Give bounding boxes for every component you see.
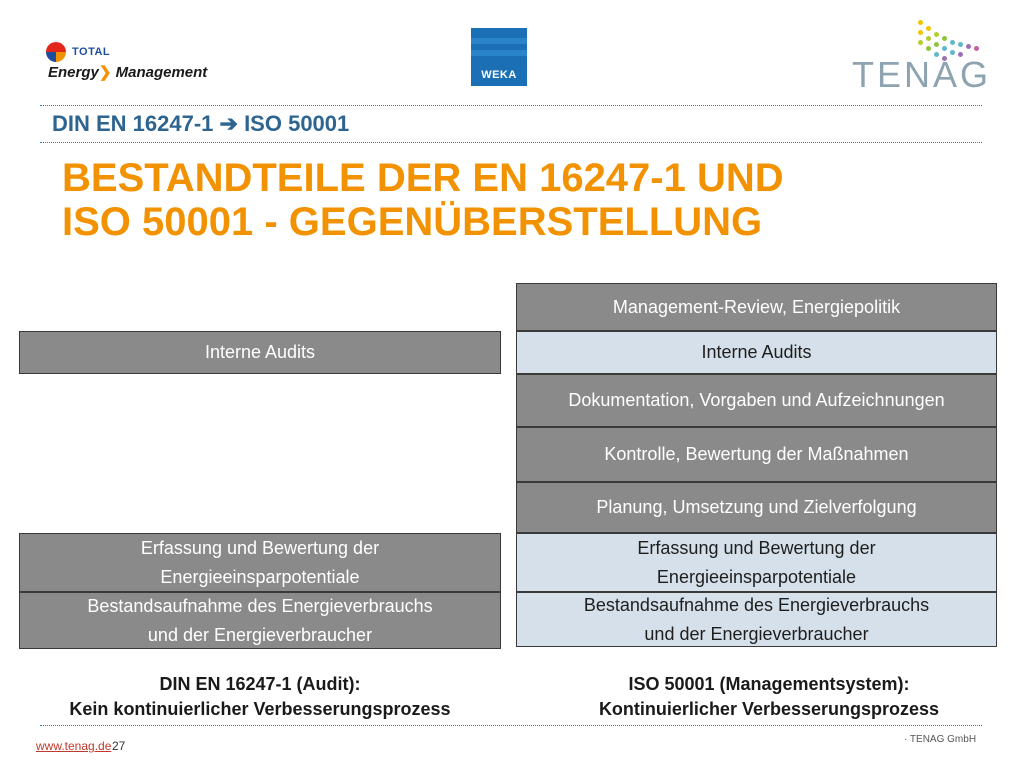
- total-energy-management-logo: [44, 40, 244, 86]
- right-box-management-review: [516, 283, 997, 331]
- left-erfassung-line1: Erfassung und Bewertung der: [140, 537, 380, 558]
- left-erfassung-line2: Energieeinsparpotentiale: [160, 566, 360, 587]
- right-caption-line1: ISO 50001 (Managementsystem):: [628, 674, 910, 694]
- footer-website-link[interactable]: www.tenag.de: [36, 739, 112, 753]
- total-logo-sub-a: Energy: [48, 64, 99, 81]
- right-box-interne-audits: [516, 331, 997, 374]
- left-box-erfassung: [19, 533, 501, 592]
- right-bestand-line1: Bestandsaufnahme des Energieverbrauchs: [583, 594, 930, 615]
- right-box-dokumentation: [516, 374, 997, 427]
- total-logo-icon: [46, 42, 66, 62]
- left-bestand-line2: und der Energieverbraucher: [147, 624, 373, 645]
- right-planung-label: Planung, Umsetzung und Zielverfolgung: [596, 497, 917, 517]
- left-bestand-line1: Bestandsaufnahme des Energieverbrauchs: [87, 595, 433, 616]
- right-interne-audits-label: Interne Audits: [701, 342, 812, 362]
- right-caption-line2: Kontinuierlicher Verbesserungsprozess: [598, 699, 940, 719]
- slide-title: [62, 156, 784, 244]
- page-number: 27: [112, 739, 126, 753]
- right-box-erfassung: [516, 533, 997, 592]
- footer-divider: [40, 725, 982, 726]
- right-dokumentation-label: Dokumentation, Vorgaben und Aufzeichnungen: [568, 390, 945, 410]
- right-kontrolle-label: Kontrolle, Bewertung der Maßnahmen: [604, 444, 909, 464]
- top-divider: [40, 105, 982, 106]
- left-box-interne-audits: [19, 331, 501, 374]
- right-erfassung-line1: Erfassung und Bewertung der: [637, 537, 876, 558]
- total-logo-brand: TOTAL: [72, 46, 111, 58]
- footer-company: · TENAG GmbH: [904, 734, 977, 745]
- right-caption: [516, 672, 1022, 722]
- right-erfassung-line2: Energieeinsparpotentiale: [656, 566, 857, 587]
- total-logo-subtitle: [48, 63, 207, 81]
- right-bestand-line2: und der Energieverbraucher: [644, 623, 869, 644]
- right-box-planung: [516, 482, 997, 533]
- left-caption-line1: DIN EN 16247-1 (Audit):: [159, 674, 361, 694]
- weka-logo-text: WEKA: [481, 69, 517, 81]
- slide-subtitle: DIN EN 16247-1 ➔ ISO 50001: [52, 111, 350, 136]
- right-box-kontrolle: [516, 427, 997, 482]
- left-interne-audits-label: Interne Audits: [204, 342, 316, 362]
- left-caption: [19, 672, 501, 722]
- tenag-logo: [846, 16, 992, 95]
- subtitle-divider: [40, 142, 982, 143]
- right-box-bestandsaufnahme: [516, 592, 997, 647]
- total-logo-sub-b: Management: [115, 64, 208, 81]
- slide-title-line2: ISO 50001 - GEGENÜBERSTELLUNG: [62, 200, 763, 244]
- chevron-right-icon: ❯: [98, 64, 112, 81]
- slide-title-line1: BESTANDTEILE DER EN 16247-1 UND: [62, 156, 784, 200]
- tenag-logo-text: TENAG: [852, 54, 992, 95]
- left-box-bestandsaufnahme: [19, 592, 501, 649]
- left-caption-line2: Kein kontinuierlicher Verbesserungsprozess: [69, 699, 451, 719]
- weka-logo: [471, 28, 527, 86]
- right-management-review-label: Management-Review, Energiepolitik: [612, 296, 901, 317]
